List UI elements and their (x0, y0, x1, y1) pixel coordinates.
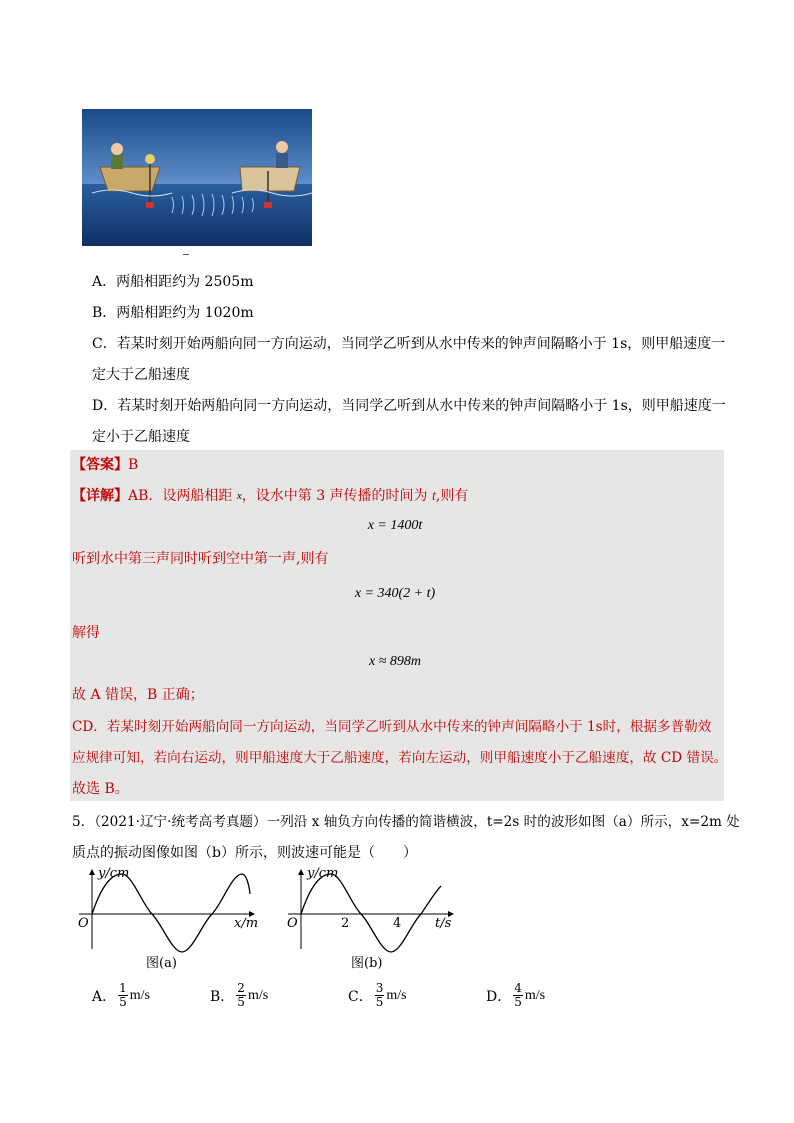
explain-line7: 故选 B。 (72, 781, 129, 797)
choice-b-fraction (236, 982, 246, 1009)
choice-b (210, 982, 268, 1009)
fig-a-xlabel: x/m (234, 916, 259, 931)
figure-b (283, 864, 473, 974)
equation-2: x = 340(2 + t) (354, 586, 436, 601)
choice-d-label: D． (486, 988, 512, 1005)
detail-label: 【详解】 (72, 488, 128, 504)
choice-a (92, 982, 150, 1009)
option-c-line2: 定大于乙船速度 (92, 367, 190, 383)
choice-c-den: 5 (375, 995, 384, 1009)
question5-line2: 质点的振动图像如图（b）所示，则波速可能是（ ） (72, 845, 417, 861)
choice-a-unit: m/s (129, 987, 150, 1003)
choice-a-den: 5 (119, 995, 127, 1009)
choice-b-den: 5 (237, 995, 245, 1009)
choice-c-unit: m/s (386, 987, 407, 1003)
choice-c-label: C． (348, 988, 373, 1005)
boats-illustration (82, 109, 312, 246)
fig-a-ylabel: y/cm (98, 866, 130, 881)
explain-line6: 应规律可知，若向右运动，则甲船速度大于乙船速度，若向左运动，则甲船速度小于乙船速度，故 CD 错误。 (72, 750, 728, 766)
choice-d-den: 5 (514, 995, 522, 1009)
option-c-line1: C．若某时刻开始两船向同一方向运动，当同学乙听到从水中传来的钟声间隔略小于 1s，则甲船速度一 (92, 336, 726, 352)
choice-b-label: B． (210, 988, 235, 1005)
fig-a-caption: 图(a) (146, 956, 177, 971)
fig-b-tick-2: 2 (341, 916, 350, 931)
fig-a-origin: O (78, 916, 89, 931)
choice-c (348, 982, 407, 1009)
detail-text3: ,则有 (435, 488, 469, 504)
equation-3: x ≈ 898m (368, 654, 421, 669)
choice-b-num: 2 (237, 981, 245, 995)
option-d-line1: D．若某时刻开始两船向同一方向运动，当同学乙听到从水中传来的钟声间隔略小于 1s，则甲船速度一 (92, 398, 726, 414)
choice-a-label: A． (92, 988, 117, 1005)
figure-a (74, 864, 274, 974)
detail-text: AB．设两船相距 (128, 488, 233, 504)
detail-text2: ，设水中第 3 声传播的时间为 (241, 488, 428, 504)
wave-a-curve (92, 874, 250, 952)
fig-b-xlabel: t/s (435, 916, 452, 931)
answer-value: B (128, 457, 139, 473)
question5-line1: 5．（2021·辽宁·统考高考真题）一列沿 x 轴负方向传播的简谐横波，t=2s 时的波形如图（a）所示，x=2m 处 (72, 814, 740, 830)
choice-d (486, 982, 545, 1009)
choice-c-fraction (375, 982, 385, 1009)
detail-line (72, 486, 468, 507)
detail-var-t: t (432, 489, 436, 504)
equation-1: x = 1400t (367, 518, 423, 533)
choice-c-num: 3 (375, 981, 384, 995)
answer-label: 【答案】 (72, 457, 128, 473)
fig-b-caption: 图(b) (351, 956, 383, 971)
choice-b-unit: m/s (247, 987, 269, 1003)
option-b: B．两船相距约为 1020m (92, 305, 254, 321)
option-a: A．两船相距约为 2505m (92, 274, 254, 290)
choice-d-num: 4 (514, 981, 522, 995)
choice-a-num: 1 (119, 981, 127, 995)
fig-b-tick-4: 4 (393, 916, 402, 931)
fig-b-origin: O (287, 916, 298, 931)
explain-line5: CD．若某时刻开始两船向同一方向运动，当同学乙听到从水中传来的钟声间隔略小于 1s时，根据多普勒效 (72, 719, 712, 735)
explain-line2: 听到水中第三声同时听到空中第一声,则有 (72, 551, 329, 567)
detail-var-x: x (236, 490, 242, 502)
choice-d-fraction (513, 982, 523, 1009)
fig-b-ylabel: y/cm (307, 866, 339, 881)
image-caption-dash (183, 254, 189, 255)
choice-a-fraction (118, 982, 128, 1009)
answer-line (72, 455, 138, 475)
wave-b-curve (301, 874, 441, 952)
explain-line3: 解得 (72, 625, 100, 641)
choice-d-unit: m/s (524, 987, 546, 1003)
option-d-line2: 定小于乙船速度 (92, 429, 190, 445)
explain-line4: 故 A 错误，B 正确； (72, 687, 204, 703)
